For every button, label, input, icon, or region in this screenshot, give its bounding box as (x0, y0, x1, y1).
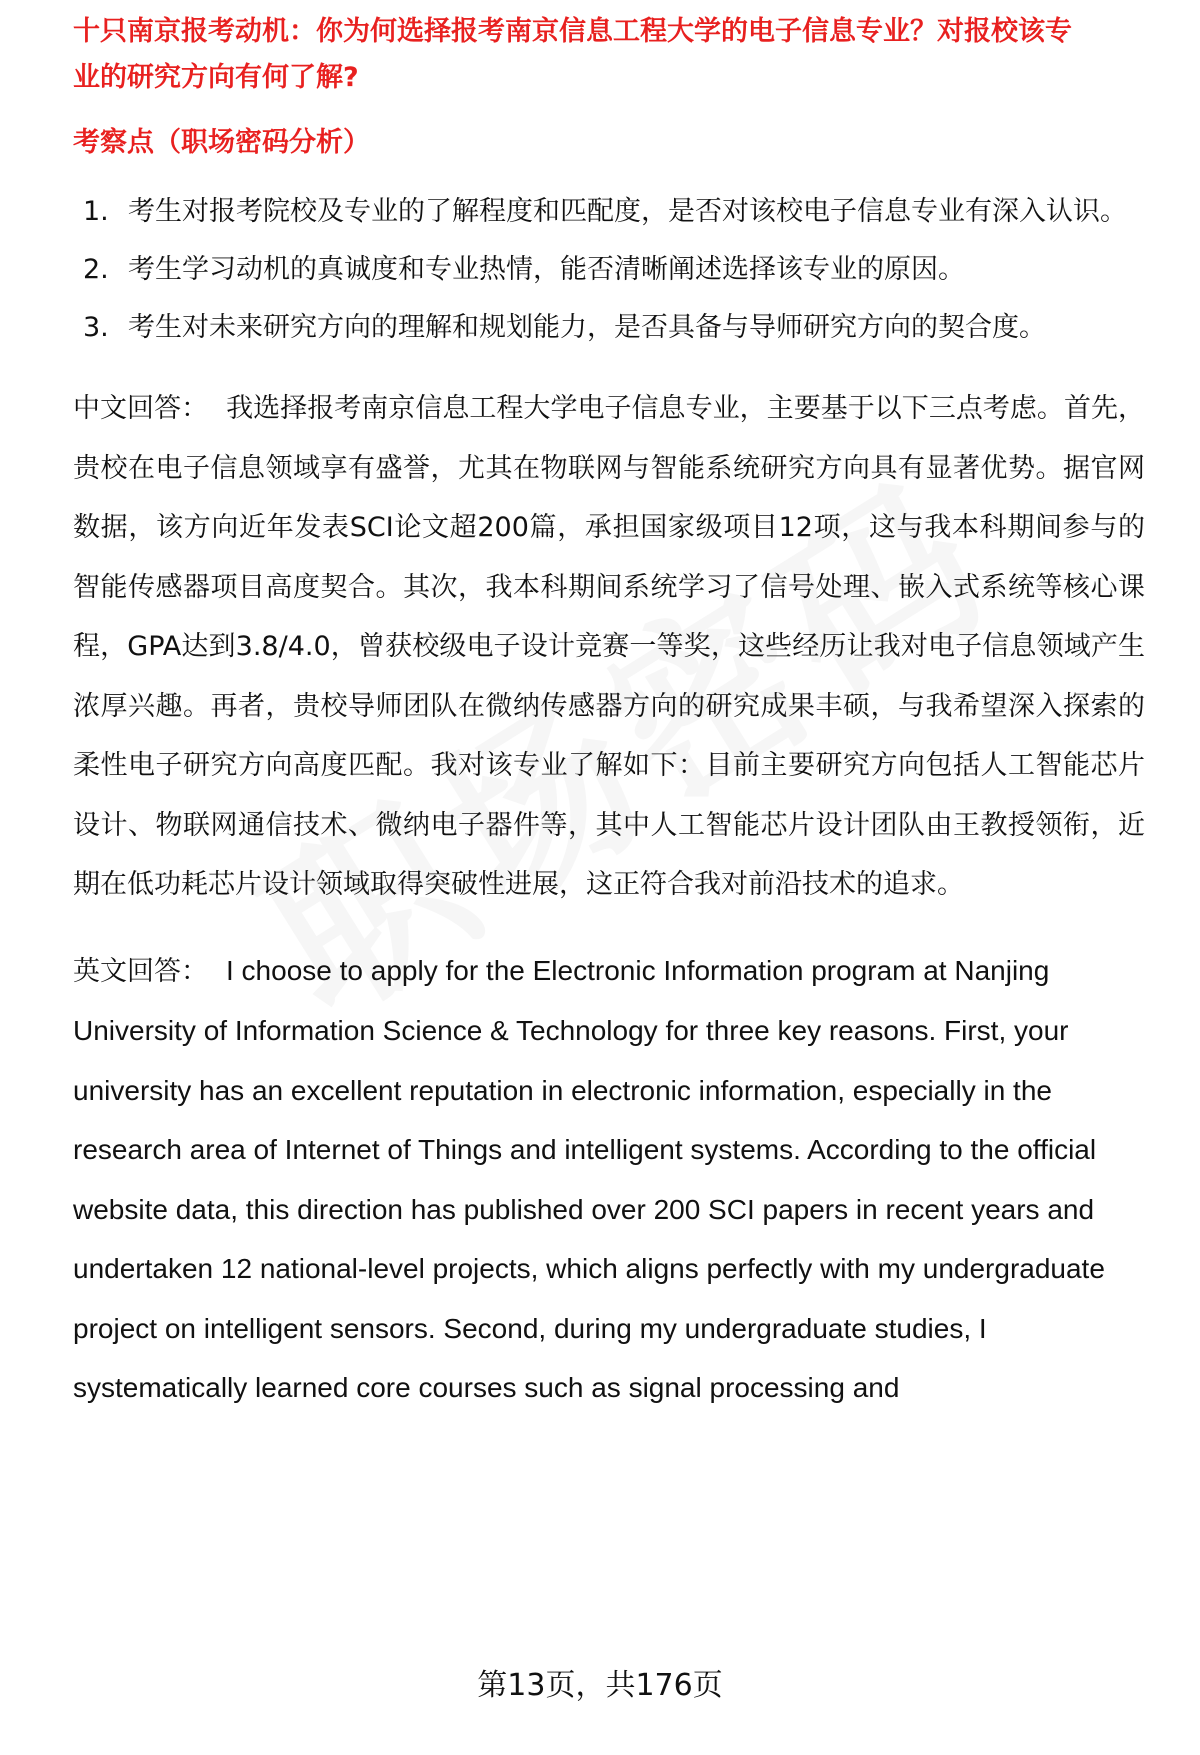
exam-points-list (73, 183, 1145, 357)
exam-point-item: 3. 考生对未来研究方向的理解和规划能力，是否具备与导师研究方向的契合度。 (83, 312, 1046, 343)
page-number-footer: 第13页，共176页 (477, 1668, 723, 1703)
english-answer-text: I choose to apply for the Electronic Information program at Nanjing University of Information Science & Technology for three key reasons. First, your university has an excellent reputation in electronic information, especially in the research area of Internet of Things and intelligent systems. According to the official website data, this direction has published over 200 SCI papers in recent years and undertaken 12 national-level projects, which aligns perfectly with my undergraduate project on intelligent sensors. Second, during my undergraduate studies, I systematically learned core courses such as signal processing and (73, 954, 1105, 1403)
english-answer (73, 941, 1145, 1418)
chinese-answer (73, 379, 1145, 915)
chinese-answer-text: 我选择报考南京信息工程大学电子信息专业，主要基于以下三点考虑。首先，贵校在电子信息领域享有盛誉，尤其在物联网与智能系统研究方向具有显著优势。据官网数据，该方向近年发表SCI论文超200篇，承担国家级项目12项，这与我本科期间参与的智能传感器项目高度契合。其次，我本科期间系统学习了信号处理、嵌入式系统等核心课程，GPA达到3.8/4.0，曾获校级电子设计竞赛一等奖，这些经历让我对电子信息领域产生浓厚兴趣。再者，贵校导师团队在微纳传感器方向的研究成果丰硕，与我希望深入探索的柔性电子研究方向高度匹配。我对该专业了解如下：目前主要研究方向包括人工智能芯片设计、物联网通信技术、微纳电子器件等，其中人工智能芯片设计团队由王教授领衔，近期在低功耗芯片设计领域取得突破性进展，这正符合我对前沿技术的追求。 (73, 393, 1146, 900)
document-page (73, 0, 1145, 1418)
exam-point-item: 1. 考生对报考院校及专业的了解程度和匹配度，是否对该校电子信息专业有深入认识。 (83, 196, 1127, 227)
question-title (73, 16, 1145, 101)
question-title-clipped-line: 十只南京报考动机：你为何选择报考南京信息工程大学的电子信息专业？对报校该专 (73, 16, 1072, 47)
question-title-line2: 业的研究方向有何了解? (73, 62, 359, 93)
exam-points-heading: 考察点（职场密码分析） (73, 127, 370, 158)
english-answer-label: 英文回答： (73, 955, 208, 987)
exam-point-item: 2. 考生学习动机的真诚度和专业热情，能否清晰阐述选择该专业的原因。 (83, 254, 965, 285)
chinese-answer-label: 中文回答： (73, 393, 209, 424)
